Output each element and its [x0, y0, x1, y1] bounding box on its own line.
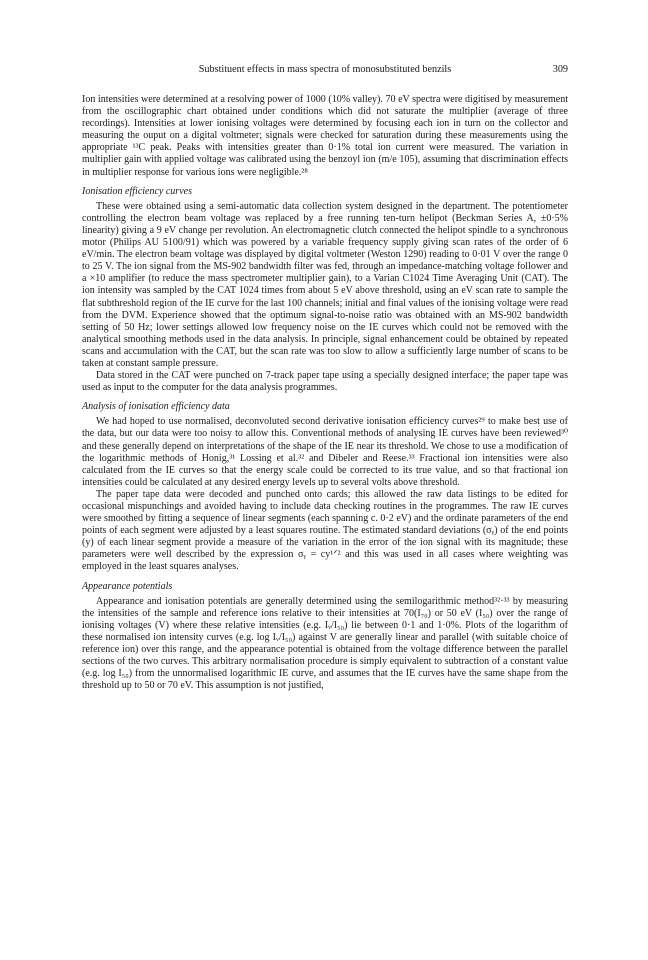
heading-ionisation-efficiency-curves: Ionisation efficiency curves: [82, 185, 192, 197]
paragraph-data-collection: These were obtained using a semi-automatic data collection system designed in the department. The potentiometer controlling the electron beam voltage was replaced by a free running ten-turn helipot (Beckman Series A, ±0·5% linearity) giving a 9 eV change per revolution. An electromagnetic clutch connected the helipot spindle to a synchronous motor (Philips AU 5100/91) which was powered by a variable frequency supply giving scan rates of the order of 6 eV/min. The electron beam voltage was displayed by digital voltmeter (Weston 1290) reading to 0·01 V over the range 0 to 25 V. The ion signal from the MS-902 bandwidth filter was fed, through an impedance-matching voltage follower and a ×10 amplifier (to reduce the mass spectrometer multiplier gain), to a Varian C1024 Time Averaging Unit (CAT). The ion intensity was sampled by the CAT 1024 times from about 5 eV above threshold, using an eV scan rate to sample the flat subthreshold region of the IE curve for the last 100 channels; initial and final values of the ionising voltage were read from the DVM. Experience showed that the optimum signal-to-noise ratio was obtained with an MS-902 bandwidth setting of 50 Hz; lower settings allowed low frequency noise on the IE curves which could not be removed with the analytical smoothing methods used in the data analysis. In principle, signal enhancement could be obtained by repeated scans and accumulation with the CAT, but the scan rate was too slow to allow a sufficiently large number of scans to be taken at constant sample pressure.: [82, 200, 568, 369]
paragraph-paper-tape: Data stored in the CAT were punched on 7-track paper tape using a specially designed interface; the paper tape was used as input to the computer for the data analysis programmes.: [82, 370, 568, 394]
running-head: [82, 64, 568, 78]
page-number: 309: [552, 64, 568, 75]
body-text: [82, 94, 568, 692]
paragraph-appearance-potentials: Appearance and ionisation potentials are generally determined using the semilogarithmic method³²·³³ by measuring the intensities of the sample and reference ions relative to their intensities at 70(I₇₀) or 50 eV (I₅₀) over the range of ionising voltages (V) where these relative intensities (e.g. Iᵥ/I₅₀) lie between 0·1 and 1·0%. Plots of the logarithm of these normalised ion intensity curves (e.g. log Iᵥ/I₅₀) against V are generally linear and parallel (with suitable choice of reference ion) over this range, and the appearance potential is obtained from the voltage difference between the parallel sections of the two curves. This arbitrary normalisation procedure is simply equivalent to subtraction of a constant value (e.g. log I₅₀) from the unnormalised logarithmic IE curve, and assumes that the IE curves have the same shape from the threshold up to 50 or 70 eV. This assumption is not justified,: [82, 595, 568, 692]
heading-analysis-of-ie-data: Analysis of ionisation efficiency data: [82, 401, 230, 413]
heading-appearance-potentials: Appearance potentials: [82, 580, 173, 592]
paragraph-intensities: Ion intensities were determined at a resolving power of 1000 (10% valley). 70 eV spectra were digitised by measurement from the oscillographic chart obtained under conditions which did not saturate the multiplier (average of three recordings). Intensities at lower ionising voltages were determined by focusing each ion in turn on the collector and measuring the ouput on a digital voltmeter; signals were checked for saturation during these measurements using the appropriate ¹³C peak. Peaks with intensities greater than 0·1% total ion current were measured. The variation in multiplier gain with applied voltage was calibrated using the benzoyl ion (m/e 105), assuming that discrimination effects in multiplier response for various ions were negligible.²⁸: [82, 94, 568, 178]
paragraph-analysis-methods: We had hoped to use normalised, deconvoluted second derivative ionisation efficiency curves²⁹ to make best use of the data, but our data were too noisy to allow this. Conventional methods of analysing IE curves have been reviewed³⁰ and these generally depend on interpretations of the shape of the IE near its threshold. We chose to use a modification of the logarithmic methods of Honig,³¹ Lossing et al.³² and Dibeler and Reese.³³ Fractional ion intensities were also calculated from the IE curves so that the energy scale could be corrected to its true value, and so that fractional ion intensities could be calculated at any desired energy levels up to several volts above threshold.: [82, 416, 568, 488]
paragraph-smoothing: The paper tape data were decoded and punched onto cards; this allowed the raw data listings to be edited for occasional mispunchings and avoided having to include data checking routines in the programmes. The raw IE curves were smoothed by fitting a sequence of linear segments (each spanning c. 0·2 eV) and the ordinate parameters of the end points of each segment were adjusted by a least squares routine. The estimated standard deviations (σᵧ) of the end points (y) of each linear segment provide a measure of the variation in the error of the ion signal with its magnitude; these parameters were well described by the expression σᵧ = cy¹ᐟ² and this was used in all cases where weighting was employed in the least squares analyses.: [82, 488, 568, 573]
running-title: Substituent effects in mass spectra of monosubstituted benzils: [198, 64, 452, 75]
